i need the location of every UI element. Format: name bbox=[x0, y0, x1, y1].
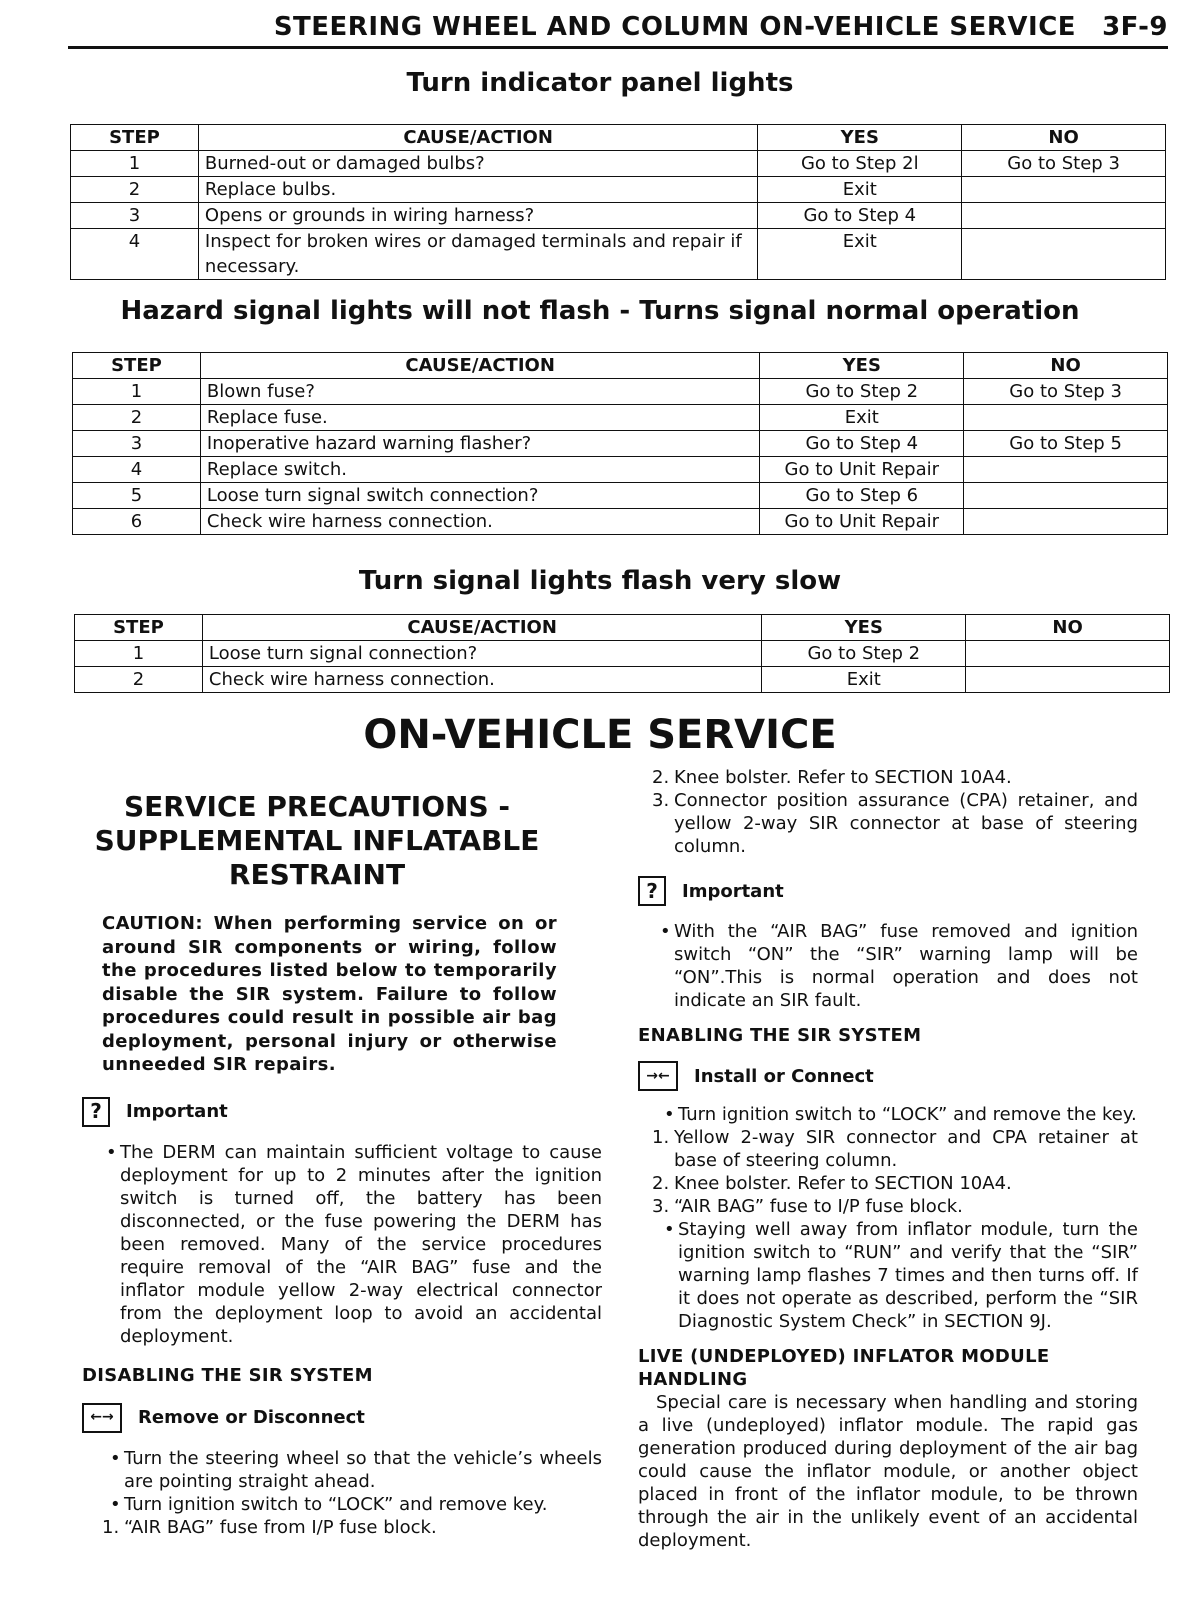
cause-cell: Replace fuse. bbox=[200, 405, 759, 431]
column-header: YES bbox=[758, 125, 962, 151]
no-cell bbox=[964, 405, 1168, 431]
yes-cell: Go to Step 2 bbox=[762, 641, 966, 667]
table-row bbox=[75, 667, 1170, 693]
important-icon: ? bbox=[82, 1097, 110, 1127]
step-cell: 2 bbox=[71, 177, 199, 203]
step-number: 1. bbox=[102, 1516, 120, 1538]
cause-cell: Replace switch. bbox=[200, 457, 759, 483]
yes-cell: Go to Step 4 bbox=[760, 431, 964, 457]
table-row bbox=[73, 457, 1168, 483]
list-item: • Turn the steering wheel so that the vehicle’s wheels are pointing straight ahead. bbox=[110, 1447, 602, 1493]
remove-label: Remove or Disconnect bbox=[138, 1407, 365, 1428]
yes-cell: Exit bbox=[758, 177, 962, 203]
column-header: STEP bbox=[73, 353, 201, 379]
troubleshooting-table bbox=[70, 124, 1166, 280]
no-cell bbox=[962, 229, 1166, 280]
table-row bbox=[71, 229, 1166, 280]
page-number: 3F-9 bbox=[1102, 12, 1168, 42]
yes-cell: Go to Unit Repair bbox=[760, 457, 964, 483]
cause-cell: Inoperative hazard warning flasher? bbox=[200, 431, 759, 457]
important-text: • The DERM can maintain sufficient voltage to cause deployment for up to 2 minutes after the ignition switch is turned off, the battery has been disconnected, or the fuse powering the DERM has been removed. Many of the service procedures require removal of the “AIR BAG” fuse and the inflator module yellow 2-way electrical connector from the deployment loop to avoid an accidental deployment. bbox=[106, 1141, 602, 1348]
no-cell bbox=[966, 667, 1170, 693]
step-text: “AIR BAG” fuse from I/P fuse block. bbox=[124, 1516, 437, 1538]
live-module-heading: LIVE (UNDEPLOYED) INFLATOR MODULE HANDLING bbox=[638, 1346, 1050, 1390]
step-cell: 3 bbox=[71, 203, 199, 229]
list-item bbox=[652, 1195, 1138, 1218]
table-row bbox=[73, 405, 1168, 431]
column-header: CAUSE/ACTION bbox=[200, 353, 759, 379]
section-title: ON-VEHICLE SERVICE bbox=[363, 712, 837, 758]
remove-note bbox=[82, 1403, 602, 1433]
yes-cell: Go to Step 2 bbox=[760, 379, 964, 405]
step-text: Connector position assurance (CPA) retainer, and yellow 2-way SIR connector at base of steering column. bbox=[674, 790, 1138, 857]
disabling-heading: DISABLING THE SIR SYSTEM bbox=[82, 1364, 373, 1386]
table-header-row bbox=[71, 125, 1166, 151]
precautions-heading: SERVICE PRECAUTIONS - SUPPLEMENTAL INFLATABLE RESTRAINT bbox=[94, 790, 540, 891]
step-number: 2. bbox=[652, 767, 670, 788]
step-cell: 3 bbox=[73, 431, 201, 457]
yes-cell: Go to Unit Repair bbox=[760, 509, 964, 535]
step-number: 1. bbox=[652, 1127, 670, 1148]
step-cell: 2 bbox=[75, 667, 203, 693]
yes-cell: Go to Step 2l bbox=[758, 151, 962, 177]
header-title: STEERING WHEEL AND COLUMN ON-VEHICLE SERVICE bbox=[273, 12, 1077, 42]
yes-cell: Go to Step 6 bbox=[760, 483, 964, 509]
cause-cell: Check wire harness connection. bbox=[202, 667, 761, 693]
no-cell bbox=[964, 483, 1168, 509]
right-column bbox=[638, 766, 1138, 1552]
cause-cell: Loose turn signal connection? bbox=[202, 641, 761, 667]
step-cell: 5 bbox=[73, 483, 201, 509]
left-column bbox=[82, 790, 602, 1539]
important-note bbox=[638, 876, 1138, 906]
column-header: STEP bbox=[75, 615, 203, 641]
install-label: Install or Connect bbox=[694, 1065, 874, 1087]
list-item bbox=[652, 766, 1138, 789]
table-row bbox=[75, 641, 1170, 667]
cause-cell: Replace bulbs. bbox=[198, 177, 757, 203]
step-number: 3. bbox=[652, 1196, 670, 1217]
table-row bbox=[73, 379, 1168, 405]
column-header: YES bbox=[760, 353, 964, 379]
important-label: Important bbox=[126, 1101, 228, 1122]
yes-cell: Exit bbox=[758, 229, 962, 280]
table-row bbox=[73, 483, 1168, 509]
list-item bbox=[652, 1126, 1138, 1172]
caution-text: CAUTION: When performing service on or around SIR components or wiring, follow the procedures listed below to temporarily disable the SIR system. Failure to follow procedures could result in possible air bag deployment, personal injury or otherwise unneeded SIR repairs. bbox=[102, 913, 557, 1075]
column-header: YES bbox=[762, 615, 966, 641]
important-icon: ? bbox=[638, 876, 666, 906]
step-cell: 2 bbox=[73, 405, 201, 431]
table-header-row bbox=[73, 353, 1168, 379]
table-header-row bbox=[75, 615, 1170, 641]
step-text: “AIR BAG” fuse to I/P fuse block. bbox=[674, 1196, 963, 1217]
troubleshooting-table bbox=[72, 352, 1168, 535]
column-header: NO bbox=[966, 615, 1170, 641]
no-cell bbox=[964, 457, 1168, 483]
list-item bbox=[652, 1172, 1138, 1195]
yes-cell: Exit bbox=[760, 405, 964, 431]
no-cell: Go to Step 5 bbox=[964, 431, 1168, 457]
list-item: • Turn ignition switch to “LOCK” and remove key. bbox=[110, 1493, 602, 1516]
table-title-hazard: Hazard signal lights will not flash - Turns signal normal operation bbox=[120, 296, 1080, 326]
column-header: CAUSE/ACTION bbox=[202, 615, 761, 641]
column-header: NO bbox=[964, 353, 1168, 379]
table-row bbox=[73, 509, 1168, 535]
step-text: Knee bolster. Refer to SECTION 10A4. bbox=[674, 767, 1012, 788]
list-item bbox=[102, 1516, 602, 1539]
step-text: Knee bolster. Refer to SECTION 10A4. bbox=[674, 1173, 1012, 1194]
step-cell: 4 bbox=[71, 229, 199, 280]
install-note bbox=[638, 1061, 1138, 1091]
cause-cell: Loose turn signal switch connection? bbox=[200, 483, 759, 509]
no-cell: Go to Step 3 bbox=[962, 151, 1166, 177]
table-row bbox=[71, 151, 1166, 177]
no-cell bbox=[962, 203, 1166, 229]
yes-cell: Exit bbox=[762, 667, 966, 693]
step-cell: 6 bbox=[73, 509, 201, 535]
important-text: • With the “AIR BAG” fuse removed and ignition switch “ON” the “SIR” warning lamp will be “ON”.This is normal operation and does not indicate an SIR fault. bbox=[660, 920, 1138, 1012]
cause-cell: Burned-out or damaged bulbs? bbox=[198, 151, 757, 177]
important-note bbox=[82, 1097, 602, 1127]
enabling-heading: ENABLING THE SIR SYSTEM bbox=[638, 1025, 922, 1046]
step-cell: 1 bbox=[73, 379, 201, 405]
table-title-flash-slow: Turn signal lights flash very slow bbox=[358, 566, 842, 596]
step-text: Yellow 2-way SIR connector and CPA retainer at base of steering column. bbox=[674, 1127, 1138, 1171]
cause-cell: Blown fuse? bbox=[200, 379, 759, 405]
table-row bbox=[71, 177, 1166, 203]
table-title-turn-indicator: Turn indicator panel lights bbox=[406, 68, 794, 98]
cause-cell: Inspect for broken wires or damaged terminals and repair if necessary. bbox=[198, 229, 757, 280]
install-connect-icon: →← bbox=[638, 1061, 678, 1091]
column-header: CAUSE/ACTION bbox=[198, 125, 757, 151]
no-cell bbox=[964, 509, 1168, 535]
table-row bbox=[73, 431, 1168, 457]
important-label: Important bbox=[682, 880, 784, 902]
step-cell: 1 bbox=[75, 641, 203, 667]
step-number: 2. bbox=[652, 1173, 670, 1194]
step-number: 3. bbox=[652, 790, 670, 811]
no-cell bbox=[962, 177, 1166, 203]
step-cell: 1 bbox=[71, 151, 199, 177]
cause-cell: Check wire harness connection. bbox=[200, 509, 759, 535]
list-item: • Turn ignition switch to “LOCK” and remove the key. bbox=[664, 1103, 1138, 1126]
no-cell bbox=[966, 641, 1170, 667]
column-header: NO bbox=[962, 125, 1166, 151]
no-cell: Go to Step 3 bbox=[964, 379, 1168, 405]
list-item bbox=[652, 789, 1138, 858]
cause-cell: Opens or grounds in wiring harness? bbox=[198, 203, 757, 229]
column-header: STEP bbox=[71, 125, 199, 151]
page-header bbox=[68, 12, 1168, 49]
troubleshooting-table bbox=[74, 614, 1170, 693]
step-cell: 4 bbox=[73, 457, 201, 483]
remove-disconnect-icon: ←→ bbox=[82, 1403, 122, 1433]
list-item: • Staying well away from inflator module, turn the ignition switch to “RUN” and verify that the “SIR” warning lamp flashes 7 times and then turns off. If it does not operate as described, perform the “SIR Diagnostic System Check” in SECTION 9J. bbox=[664, 1218, 1138, 1333]
table-row bbox=[71, 203, 1166, 229]
live-module-text: Special care is necessary when handling and storing a live (undeployed) inflator module. The rapid gas generation produced during deployment of the air bag could cause the inflator module, or another object placed in front of the inflator module, to be thrown through the air in the unlikely event of an accidental deployment. bbox=[638, 1392, 1138, 1551]
yes-cell: Go to Step 4 bbox=[758, 203, 962, 229]
